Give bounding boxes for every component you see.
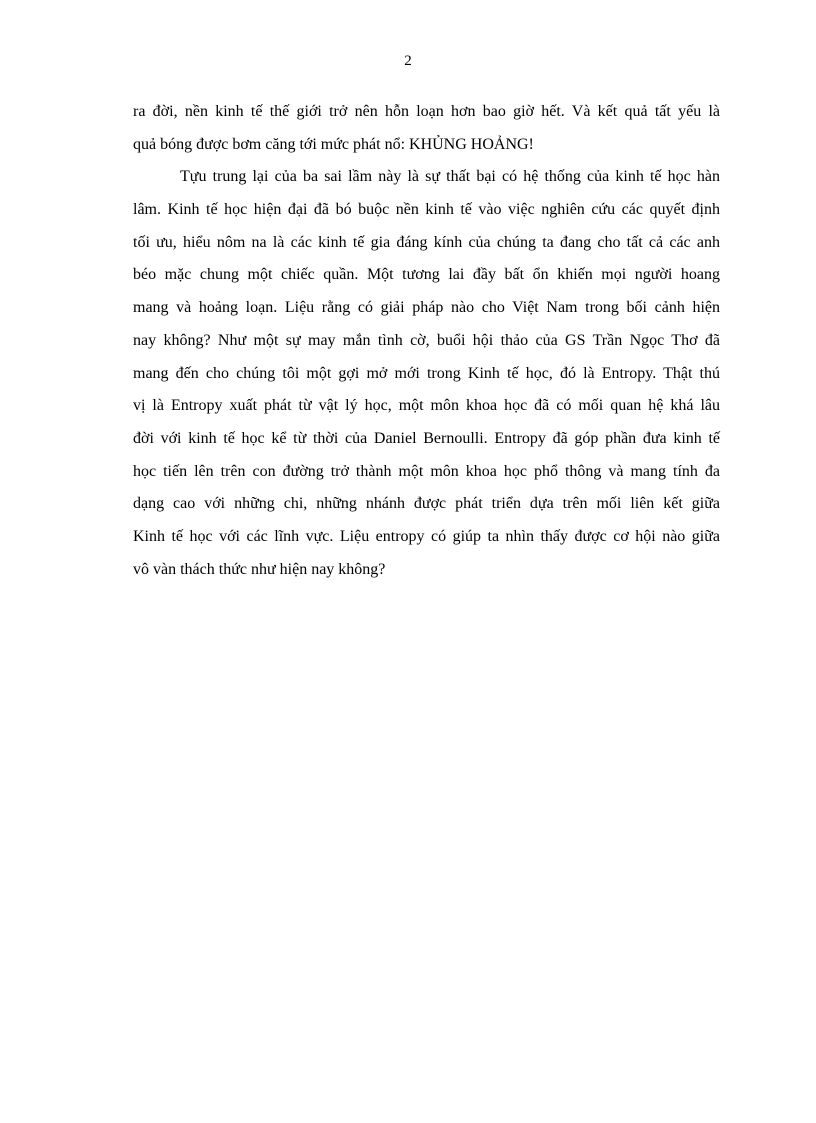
body-text	[133, 96, 720, 586]
text-line: ra đời, nền kinh tế thế giới trở nên hỗn loạn hơn bao giờ hết. Và kết quả tất yếu là	[133, 103, 720, 120]
text-line: nay không? Như một sự may mắn tình cờ, buổi hội thảo của GS Trần Ngọc Thơ đã	[133, 331, 720, 349]
text-line: tối ưu, hiểu nôm na là các kinh tế gia đáng kính của chúng ta đang cho tất cả các anh	[133, 233, 720, 251]
text-line: vị là Entropy xuất phát từ vật lý học, một môn khoa học đã có mối quan hệ khá lâu	[133, 397, 720, 415]
text-line: mang và hoảng loạn. Liệu rằng có giải pháp nào cho Việt Nam trong bối cảnh hiện	[133, 299, 720, 317]
text-line: dạng cao với những chi, những nhánh được phát triển dựa trên mối liên kết giữa	[133, 495, 720, 513]
paragraph-1	[133, 96, 720, 161]
text-line: lâm. Kinh tế học hiện đại đã bó buộc nền kinh tế vào việc nghiên cứu các quyết định	[133, 201, 720, 219]
text-line: Kinh tế học với các lĩnh vực. Liệu entropy có giúp ta nhìn thấy được cơ hội nào giữa	[133, 527, 720, 545]
text-line: quả bóng được bơm căng tới mức phát nổ: KHỦNG HOẢNG!	[133, 135, 534, 153]
text-line: mang đến cho chúng tôi một gợi mở mới trong Kinh tế học, đó là Entropy. Thật thú	[133, 364, 720, 382]
paragraph-2	[133, 161, 720, 586]
text-line: béo mặc chung một chiếc quần. Một tương lai đầy bất ổn khiến mọi người hoang	[133, 266, 720, 284]
page-number: 2	[404, 53, 412, 69]
text-line: đời với kinh tế học kể từ thời của Daniel Bernoulli. Entropy đã góp phần đưa kinh tế	[133, 429, 720, 447]
text-line: vô vàn thách thức như hiện nay không?	[133, 560, 386, 578]
text-line: Tựu trung lại của ba sai lầm này là sự thất bại có hệ thống của kinh tế học hàn	[180, 168, 720, 186]
text-line: học tiến lên trên con đường trở thành một môn khoa học phổ thông và mang tính đa	[133, 462, 720, 480]
